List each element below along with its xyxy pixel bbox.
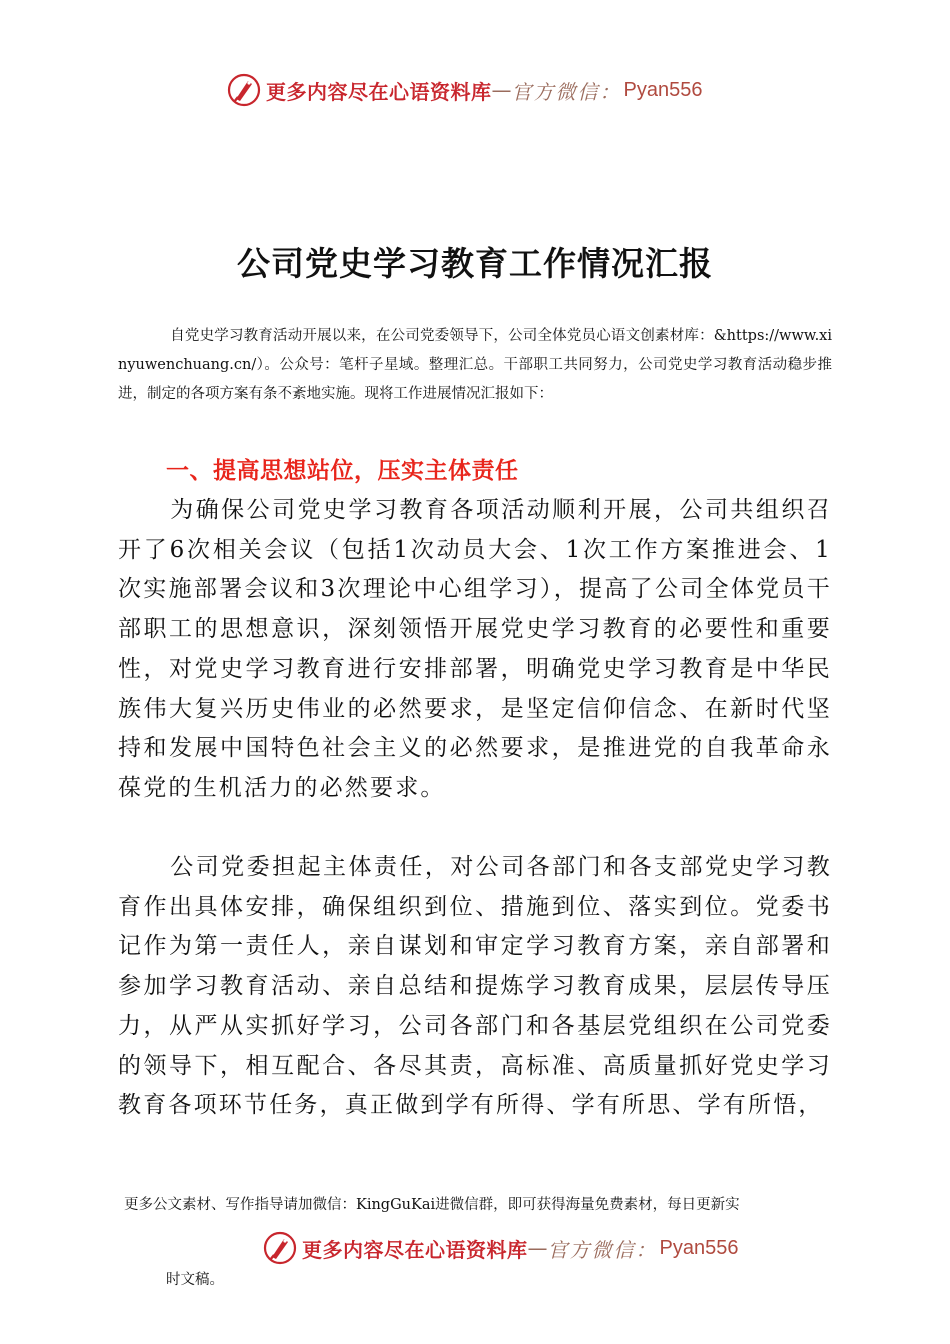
document-title: 公司党史学习教育工作情况汇报 — [237, 244, 713, 283]
pen-nib-logo-icon — [262, 1230, 298, 1266]
banner-main-text: 更多内容尽在心语资料库 — [302, 1237, 528, 1262]
banner-sub-text: 官方微信： — [511, 79, 622, 104]
banner-dash: — — [491, 78, 512, 102]
banner-wechat-id: Pyan556 — [623, 78, 703, 101]
bottom-banner — [0, 1228, 950, 1272]
banner-main-text: 更多内容尽在心语资料库 — [266, 79, 492, 104]
top-banner — [0, 70, 950, 114]
footer-note: 更多公文素材、写作指导请加微信：KingGuKai进微信群，即可获得海量免费素材，每日更新实 — [124, 1197, 740, 1213]
paragraph-2-text: 公司党委担起主体责任，对公司各部门和各支部党史学习教育作出具体安排，确保组织到位、措施到位、落实到位。党委书记作为第一责任人，亲自谋划和审定学习教育方案，亲自部署和参加学习教育活动、亲自总结和提炼学习教育成果，层层传导压力，从严从实抓好学习，公司各部门和各基层党组织在公司党委的领导下，相互配合、各尽其责，高标准、高质量抓好党史学习教育各项环节任务，真正做到学有所得、学有所思、学有所悟， — [118, 854, 832, 1119]
section-heading-1: 一、提高思想站位，压实主体责任 — [166, 458, 519, 484]
intro-text: 自党史学习教育活动开展以来，在公司党委领导下，公司全体党员心语文创素材库：&https://www.xinyuwenchuang.cn/）。公众号：笔杆子星域。整理汇总。干部职工共同努力，公司党史学习教育活动稳步推进，制定的各项方案有条不紊地实施。现将工作进展情况汇报如下： — [118, 328, 832, 402]
footer-note-tail: 时文稿。 — [166, 1272, 224, 1288]
pen-nib-logo-icon — [226, 72, 262, 108]
body-paragraph-1 — [118, 491, 832, 809]
paragraph-1-text: 为确保公司党史学习教育各项活动顺利开展，公司共组织召开了6次相关会议（包括1次动员大会、1次工作方案推进会、1次实施部署会议和3次理论中心组学习），提高了公司全体党员干部职工的思想意识，深刻领悟开展党史学习教育的必要性和重要性，对党史学习教育进行安排部署，明确党史学习教育是中华民族伟大复兴历史伟业的必然要求，是坚定信仰信念、在新时代坚持和发展中国特色社会主义的必然要求，是推进党的自我革命永葆党的生机活力的必然要求。 — [118, 497, 832, 801]
banner-dash: — — [527, 1236, 548, 1260]
body-paragraph-2 — [118, 848, 832, 1126]
banner-wechat-id: Pyan556 — [659, 1236, 739, 1259]
intro-paragraph — [118, 322, 832, 409]
banner-sub-text: 官方微信： — [547, 1237, 658, 1262]
